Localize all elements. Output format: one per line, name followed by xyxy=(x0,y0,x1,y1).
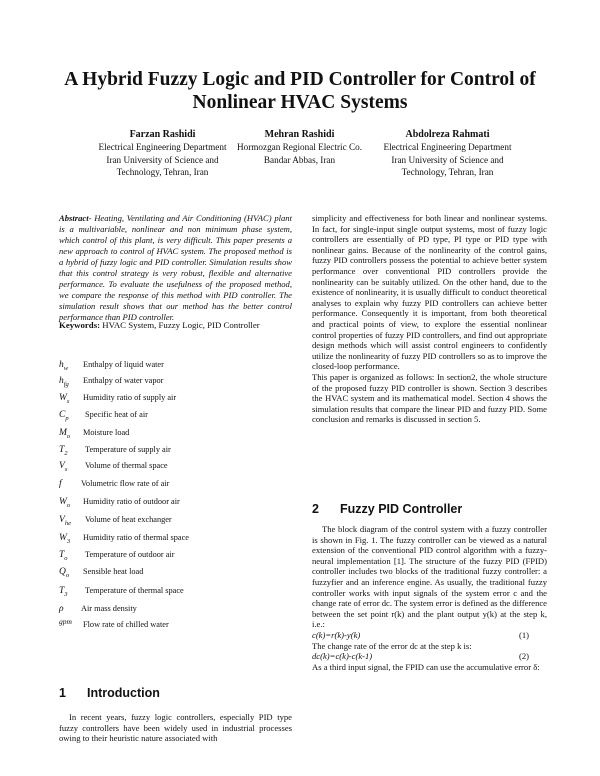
author-affiliation: Electrical Engineering Department xyxy=(383,142,512,153)
nomenclature-description: Enthalpy of liquid water xyxy=(83,360,164,369)
nomenclature-description: Temperature of outdoor air xyxy=(85,550,175,559)
author-affiliation: Technology, Tehran, Iran xyxy=(401,167,494,178)
nomenclature-description: Specific heat of air xyxy=(85,410,148,419)
nomenclature-symbol: $V_{he}$ xyxy=(59,515,71,527)
nomenclature-symbol: ρ xyxy=(59,604,64,614)
paper-title: A Hybrid Fuzzy Logic and PID Controller for Control of Nonlinear HVAC Systems xyxy=(64,69,536,113)
author-affiliation: Bandar Abbas, Iran xyxy=(263,154,336,165)
nomenclature-symbol: $V_s$ xyxy=(59,461,68,473)
nomenclature-symbol: $M_o$ xyxy=(59,428,71,440)
nomenclature-description: Humidity ratio of outdoor air xyxy=(83,497,180,506)
nomenclature-symbol: $T_3$ xyxy=(59,586,68,598)
author-name: Farzan Rashidi xyxy=(129,129,196,140)
nomenclature-symbol: $W_o$ xyxy=(59,497,71,509)
equation-1 xyxy=(312,630,547,641)
section-heading-fuzzy-pid xyxy=(312,502,547,516)
section-title: Fuzzy PID Controller xyxy=(340,502,463,516)
keywords xyxy=(59,320,292,331)
nomenclature-description: Humidity ratio of supply air xyxy=(83,393,177,402)
author-affiliation: Hormozgan Regional Electric Co. xyxy=(236,142,362,153)
nomenclature-symbol: $W_s$ xyxy=(59,393,70,405)
equation-number: (2) xyxy=(518,651,529,662)
equation-text: c(k)=r(k)-y(k) xyxy=(312,629,361,640)
section-2-body xyxy=(312,524,547,672)
nomenclature-symbol: $W_3$ xyxy=(59,533,71,545)
keywords-label: Keywords: xyxy=(59,320,101,330)
author-affiliation: Iran University of Science and xyxy=(391,154,504,165)
nomenclature-description: Temperature of thermal space xyxy=(85,586,184,595)
author-affiliation: Electrical Engineering Department xyxy=(98,142,227,153)
nomenclature-description: Volume of thermal space xyxy=(85,461,168,470)
author-name: Abdolreza Rahmati xyxy=(405,129,490,140)
author-affiliation: Technology, Tehran, Iran xyxy=(116,167,209,178)
section-title: Introduction xyxy=(87,686,160,700)
equation-number: (1) xyxy=(518,629,529,640)
equation-2 xyxy=(312,651,547,662)
nomenclature-description: Enthalpy of water vapor xyxy=(83,376,164,385)
nomenclature-symbol: $Q_o$ xyxy=(59,567,70,579)
body-paragraph: The change rate of the error dc at the step k is: xyxy=(312,640,472,651)
intro-paragraph: simplicity and effectiveness for both linear and nonlinear systems. In fact, for single-input single output systems, most of fuzzy logic controllers are essentially of PD type, PI type or PID type with nonlinear gains. Because of the nonlinearity of the control gains, fuzzy PID controllers possess the potential to achieve better system performance over conventional PID controllers provide the nonlinearity can be suitably utilized. On the other hand, due to the existence of nonlinearity, it is usually difficult to conduct theoretical analyses to explain why fuzzy PID controllers can achieve better performance. Consequently it is important, from both theoretical and practical points of view, to explore the essential nonlinear control properties of fuzzy PID controllers, and find out appropriate design methods which will assist control engineers to confidently utilize the nonlinearity of fuzzy PID controllers so as to improve the closed-loop performance. xyxy=(312,213,547,372)
intro-paragraph: In recent years, fuzzy logic controllers, especially PID type fuzzy controllers have been widely used in industrial processes owing to their heuristic nature associated with xyxy=(59,712,292,744)
nomenclature-description: Humidity ratio of thermal space xyxy=(83,533,189,542)
nomenclature-description: Moisture load xyxy=(83,428,130,437)
nomenclature-symbol: $h_{fg}$ xyxy=(59,376,69,388)
author-affiliation: Iran University of Science and xyxy=(106,154,219,165)
nomenclature-description: Temperature of supply air xyxy=(85,445,171,454)
right-column-intro xyxy=(312,213,547,425)
nomenclature-description: Sensible heat load xyxy=(83,567,144,576)
body-paragraph: The block diagram of the control system with a fuzzy controller is shown in Fig. 1. The fuzzy controller can be viewed as a natural extension of the conventional PID control algorithm with a fuzzy- neural implementation [1]. The structure of the fuzzy PID (FPID) controller includes two blocks of the traditional fuzzy controller: a fuzzyfier and an inference engine. As usually, the traditional fuzzy controller works with input signals of the system error c and the change rate of error dc. The system error is defined as the difference between the set point r(k) and the plant output y(k) at the step k, i.e.: xyxy=(312,524,547,630)
section-heading-introduction xyxy=(59,686,292,700)
nomenclature-symbol: $T_2$ xyxy=(59,445,68,457)
nomenclature-symbol: $h_w$ xyxy=(59,360,69,372)
section-number: 2 xyxy=(312,502,319,516)
keywords-text: HVAC System, Fuzzy Logic, PID Controller xyxy=(100,320,260,330)
nomenclature-symbol: $T_o$ xyxy=(59,550,68,562)
nomenclature-description: Volume of heat exchanger xyxy=(85,515,172,524)
intro-paragraph: This paper is organized as follows: In section2, the whole structure of the proposed fuzzy PID controller is shown. Section 3 describes the HVAC system and its mathematical model. Section 4 shows the simulation results that compare the linear PID and fuzzy PID. Some conclusion and remarks is discussed in section 5. xyxy=(312,371,547,425)
author-name: Mehran Rashidi xyxy=(264,129,335,140)
abstract-label: Abstract- xyxy=(59,213,92,223)
abstract-text: Heating, Ventilating and Air Conditioning (HVAC) plant is a multivariable, nonlinear and non minimum phase system, which control of this plant, is very difficult. This paper presents a new approach to control of HVAC system. The proposed method is a hybrid of fuzzy logic and PID controller. Simulation results show that this control strategy is very robust, flexible and alternative performance. To evaluate the usefulness of the proposed method, we compare the response of this method with PID controller. The simulation result shows that our method has the better control performance than PID controller. xyxy=(59,213,292,322)
nomenclature-symbol: $C_p$ xyxy=(59,410,69,422)
abstract xyxy=(59,213,292,323)
body-paragraph: As a third input signal, the FPID can use the accumulative error δ: xyxy=(312,661,540,672)
equation-text: dc(k)=c(k)-c(k-1) xyxy=(312,651,373,662)
nomenclature-description: Volumetric flow rate of air xyxy=(81,479,170,488)
nomenclature-description: Air mass density xyxy=(81,604,137,613)
author-block-3 xyxy=(360,129,535,179)
nomenclature-symbol: f xyxy=(59,479,62,489)
nomenclature-description: Flow rate of chilled water xyxy=(83,620,169,629)
section-number: 1 xyxy=(59,686,66,700)
nomenclature-symbol: gpm xyxy=(59,617,72,626)
